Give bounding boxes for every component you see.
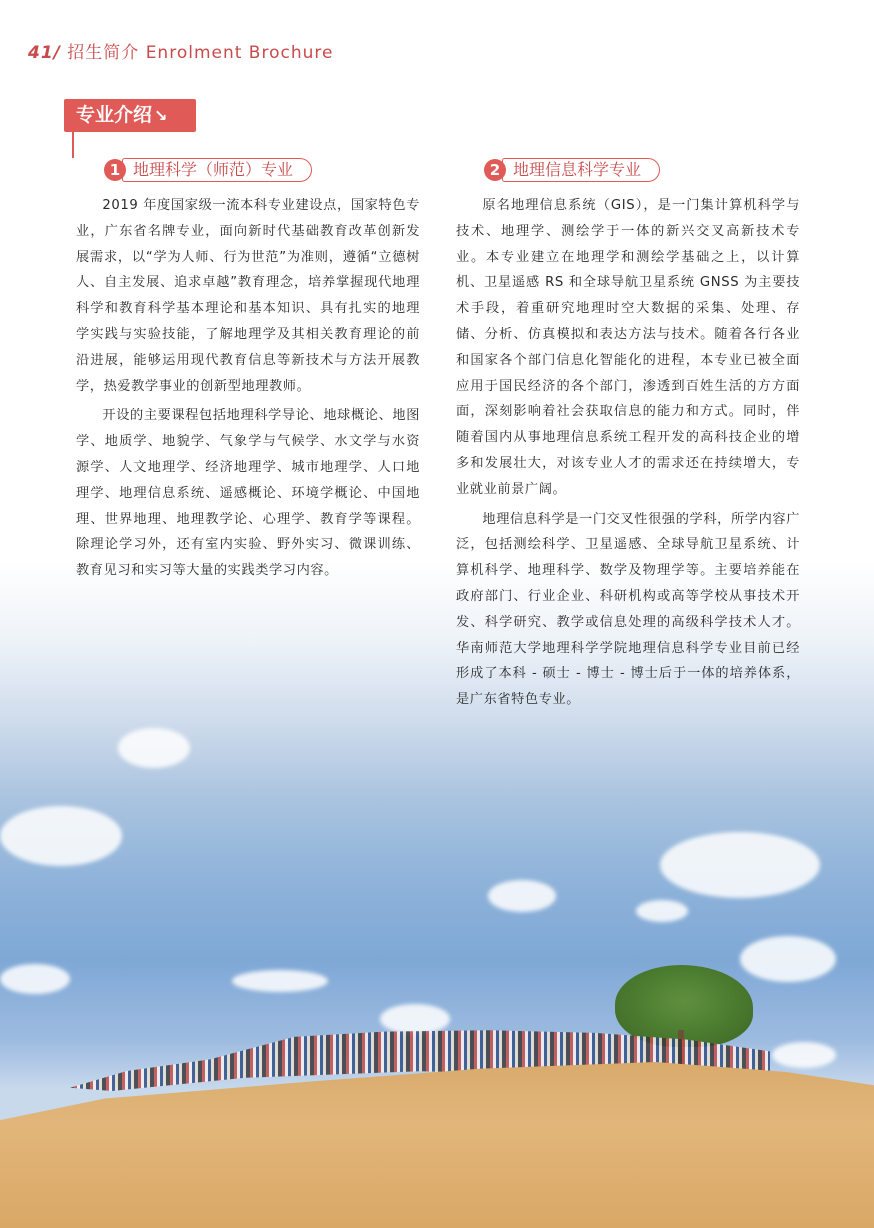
brochure-title-cn: 招生简介 — [67, 43, 140, 63]
major-name: 地理信息科学专业 — [502, 158, 660, 182]
major-geographic-information-science — [456, 157, 800, 713]
cloud — [660, 832, 820, 898]
major-heading — [484, 157, 800, 183]
major-paragraph: 2019 年度国家级一流本科专业建设点，国家特色专业，广东省名牌专业，面向新时代基础教育改革创新发展需求，以“学为人师、行为世范”为准则，遵循“立德树人、自主发展、追求卓越”教育理念，培养掌握现代地理科学和教育科学基本理论和基本知识、具有扎实的地理学实践与实验技能，了解地理学及其相关教育理论的前沿进展，能够运用现代教育信息等新技术与方法开展教学，热爱教学事业的创新型地理教师。 — [76, 198, 420, 394]
arrow-down-right-icon: ↘ — [154, 106, 168, 125]
cloud — [0, 806, 122, 866]
brochure-title-en: Enrolment Brochure — [145, 43, 334, 63]
section-title: 专业介绍 — [76, 104, 153, 126]
major-paragraph: 原名地理信息系统（GIS），是一门集计算机科学与技术、地理学、测绘学于一体的新兴交叉高新技术专业。本专业建立在地理学和测绘学基础之上，以计算机、卫星遥感 RS 和全球导航卫星系统 GNSS 为主要技术手段，着重研究地理时空大数据的采集、处理、存储、分析、仿真模拟和表达方法与技术。随着各行各业和国家各个部门信息化智能化的进程，本专业已被全面应用于国民经济的各个部门，渗透到百姓生活的方方面面，深刻影响着社会获取信息的能力和方式。同时，伴随着国内从事地理信息系统工程开发的高科技企业的增多和发展壮大，对该专业人才的需求还在持续增大，专业就业前景广阔。 — [456, 198, 800, 497]
cloud — [636, 900, 688, 922]
cloud — [0, 964, 70, 994]
major-heading — [104, 157, 420, 183]
major-paragraph: 地理信息科学是一门交叉性很强的学科，所学内容广泛，包括测绘科学、卫星遥感、全球导航卫星系统、计算机科学、地理科学、数学及物理学等。主要培养能在政府部门、行业企业、科研机构或高等学校从事技术开发、科学研究、教学或信息处理的高级科学技术人才。华南师范大学地理科学学院地理信息科学专业目前已经形成了本科 - 硕士 - 博士 - 博士后于一体的培养体系，是广东省特色专业。 — [456, 511, 800, 708]
major-number-badge: 2 — [484, 159, 506, 181]
major-number-badge: 1 — [104, 159, 126, 181]
page-number: 41/ — [28, 43, 61, 63]
major-paragraph: 开设的主要课程包括地理科学导论、地球概论、地图学、地质学、地貌学、气象学与气候学、水文学与水资源学、人文地理学、经济地理学、城市地理学、人口地理学、地理信息系统、遥感概论、环境学概论、中国地理、世界地理、地理教学论、心理学、教育学等课程。除理论学习外，还有室内实验、野外实习、微课训练、教育见习和实习等大量的实践类学习内容。 — [76, 408, 420, 579]
cloud — [118, 728, 190, 768]
cloud — [740, 936, 836, 982]
desert-tree — [615, 965, 753, 1047]
cloud — [232, 970, 328, 992]
cloud — [772, 1042, 836, 1068]
cloud — [488, 880, 556, 912]
cloud — [380, 1004, 450, 1034]
major-geography-education — [76, 157, 420, 584]
section-title-tag — [64, 99, 196, 132]
section-tag-line — [72, 132, 74, 158]
major-name: 地理科学（师范）专业 — [122, 158, 312, 182]
page-header — [28, 38, 333, 63]
